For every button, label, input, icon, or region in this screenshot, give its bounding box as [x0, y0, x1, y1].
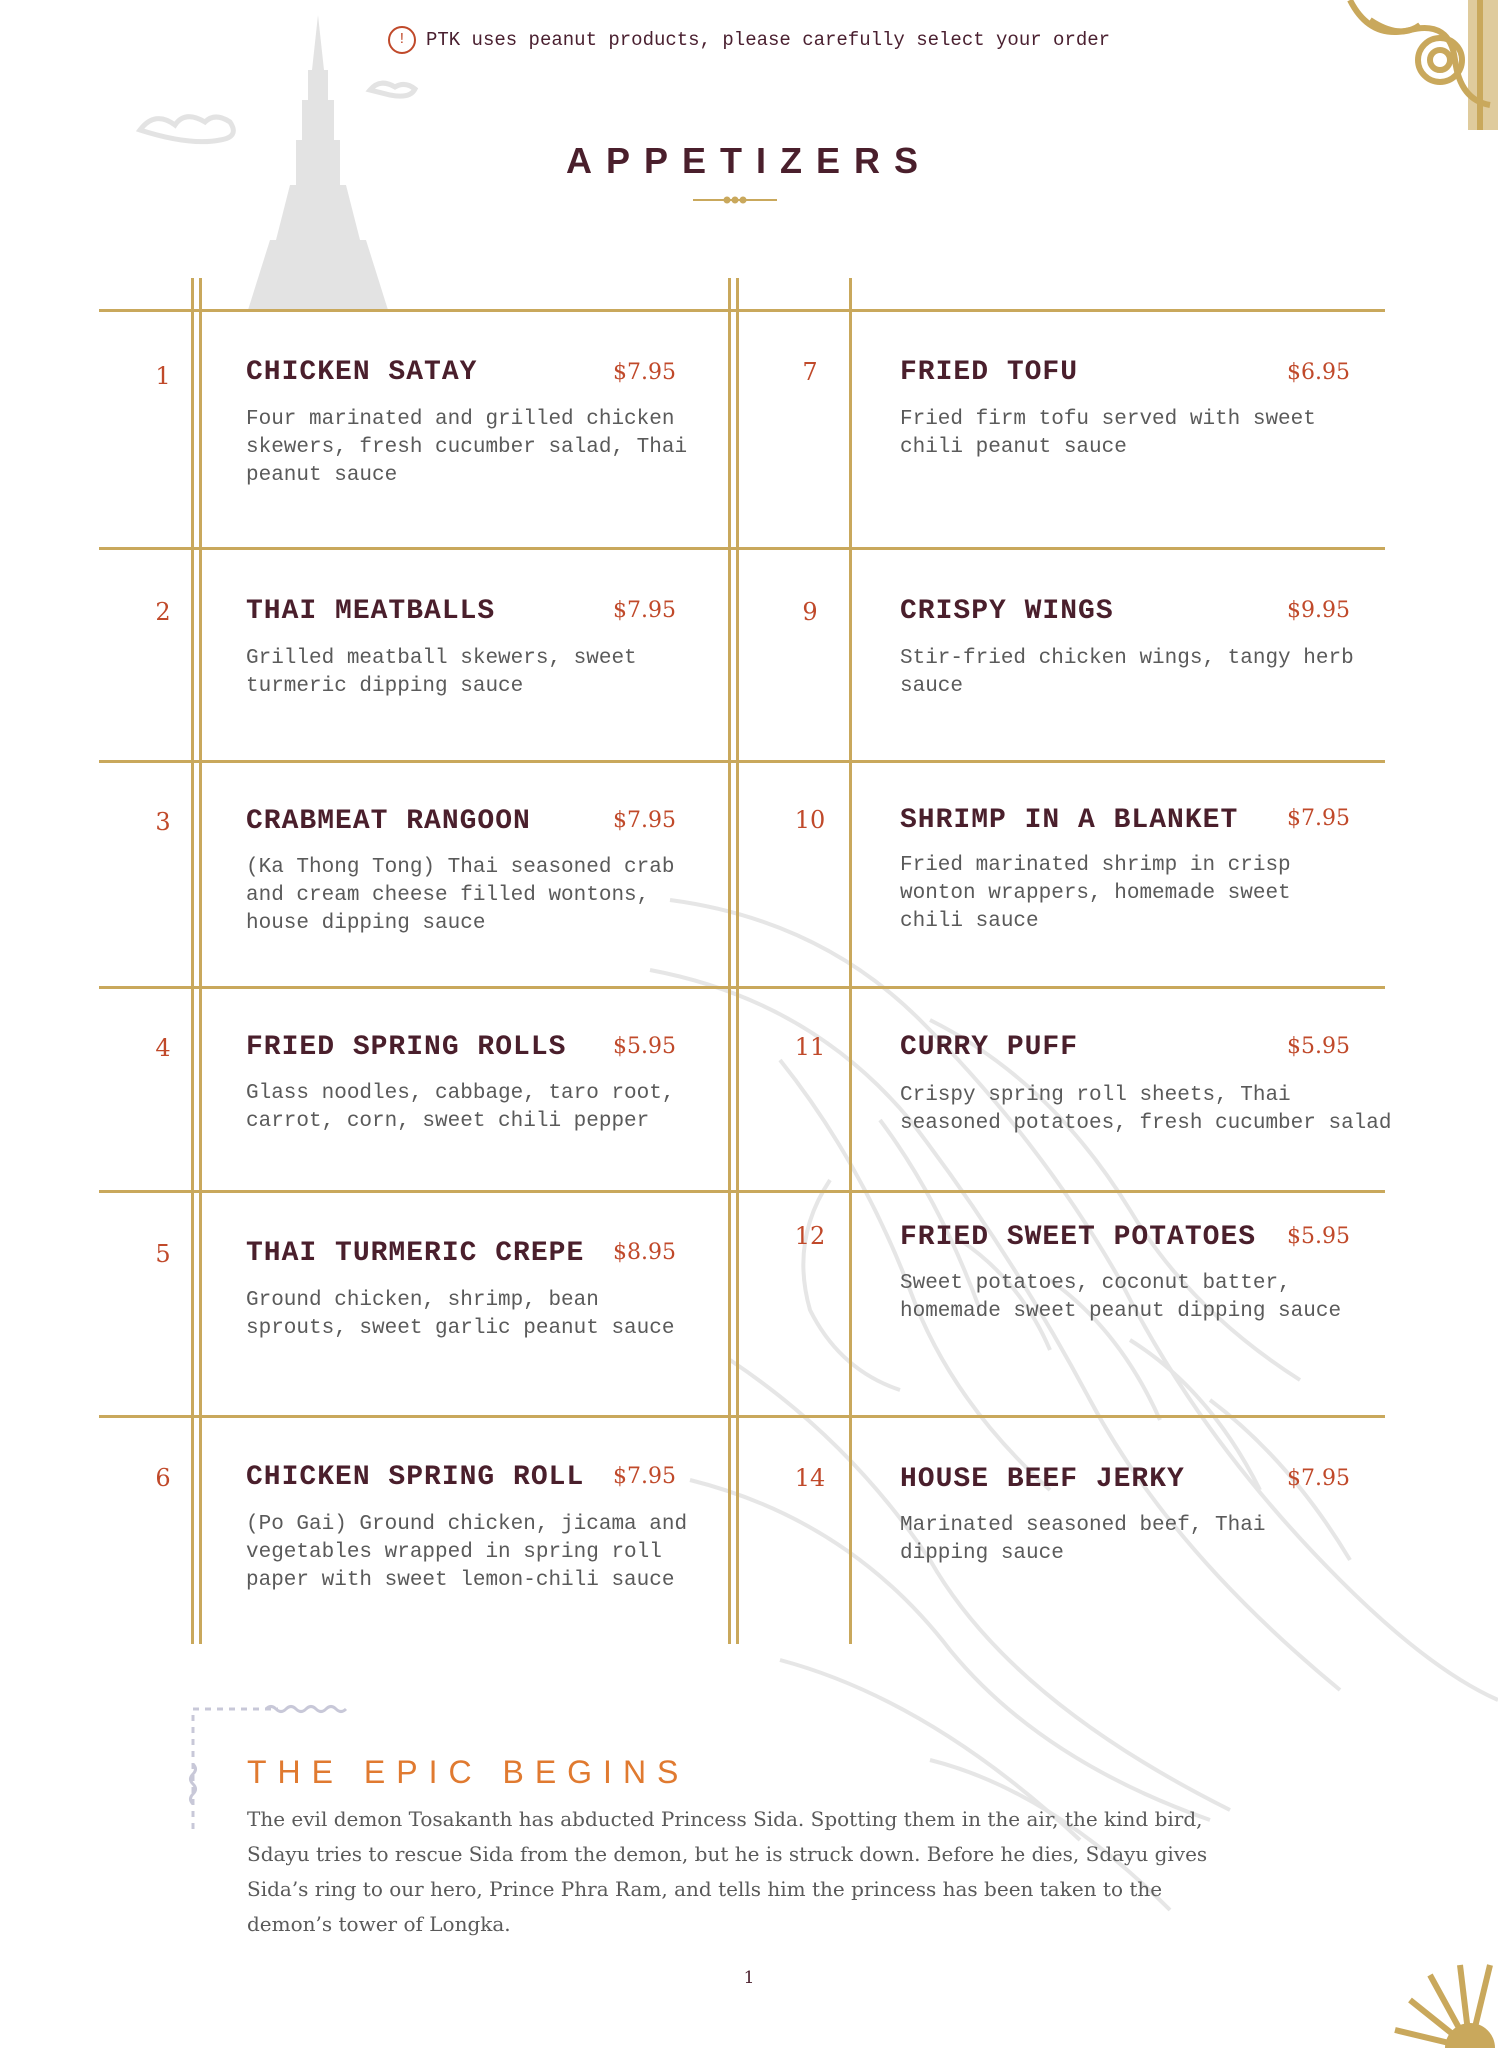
grid-rule — [99, 986, 1385, 989]
item-number: 6 — [155, 1464, 171, 1492]
item-name: CHICKEN SPRING ROLL — [246, 1462, 585, 1493]
item-description: Marinated seasoned beef, Thai dipping sauce — [900, 1514, 1266, 1565]
item-price: $7.95 — [613, 808, 676, 833]
item-description: Fried marinated shrimp in crisp wonton wrappers, homemade sweet chili sauce — [900, 854, 1291, 933]
item-price: $5.95 — [613, 1034, 676, 1059]
item-name: CRABMEAT RANGOON — [246, 806, 531, 837]
item-price: $7.95 — [613, 360, 676, 385]
item-name: THAI TURMERIC CREPE — [246, 1238, 585, 1269]
grid-column-rule — [849, 278, 852, 1644]
item-description: Grilled meatball skewers, sweet turmeric dipping sauce — [246, 647, 637, 698]
grid-rule — [99, 1190, 1385, 1193]
item-price: $8.95 — [613, 1240, 676, 1265]
item-number: 4 — [155, 1034, 171, 1062]
item-description: Glass noodles, cabbage, taro root, carrot, corn, sweet chili pepper — [246, 1082, 675, 1133]
item-name: CHICKEN SATAY — [246, 357, 478, 388]
item-number: 2 — [155, 598, 171, 626]
item-name: FRIED TOFU — [900, 357, 1079, 388]
item-price: $5.95 — [1287, 1034, 1350, 1059]
item-name: HOUSE BEEF JERKY — [900, 1464, 1185, 1495]
grid-rule — [99, 547, 1385, 550]
item-description: Crispy spring roll sheets, Thai seasoned potatoes, fresh cucumber salad — [900, 1084, 1392, 1135]
item-price: $7.95 — [1287, 1466, 1350, 1491]
title-ornament — [693, 196, 777, 204]
corner-ornament-top — [1340, 0, 1498, 140]
grid-rule — [99, 760, 1385, 763]
grid-column-rule — [199, 278, 202, 1644]
epic-body: The evil demon Tosakanth has abducted Princess Sida. Spotting them in the air, the kind bird, Sdayu tries to rescue Sida from the demon, but he is struck down. Before he dies, Sdayu gives Sida’s ring to our hero, Prince Phra Ram, and tells him the princess has been taken to the demon’s tower of Longka. — [247, 1807, 1208, 1936]
item-number: 9 — [802, 598, 818, 626]
item-number: 10 — [794, 806, 826, 834]
item-name: CURRY PUFF — [900, 1032, 1079, 1063]
item-price: $9.95 — [1287, 598, 1350, 623]
item-description: Sweet potatoes, coconut batter, homemade sweet peanut dipping sauce — [900, 1272, 1342, 1323]
item-name: FRIED SWEET POTATOES — [900, 1222, 1257, 1253]
item-number: 3 — [155, 808, 171, 836]
item-number: 12 — [794, 1222, 826, 1250]
grid-rule — [99, 309, 1385, 312]
item-price: $7.95 — [1287, 806, 1350, 831]
item-number: 5 — [155, 1240, 171, 1268]
page-title: APPETIZERS — [565, 140, 933, 181]
item-description: (Ka Thong Tong) Thai seasoned crab and cream cheese filled wontons, house dipping sauce — [246, 856, 675, 935]
item-name: CRISPY WINGS — [900, 596, 1114, 627]
item-name: SHRIMP IN A BLANKET — [900, 805, 1239, 836]
sun-ornament-bottom — [1390, 1950, 1498, 2048]
page-number: 1 — [743, 1968, 755, 1988]
item-price: $7.95 — [613, 1464, 676, 1489]
item-name: FRIED SPRING ROLLS — [246, 1032, 567, 1063]
item-price: $5.95 — [1287, 1224, 1350, 1249]
item-description: (Po Gai) Ground chicken, jicama and vegetables wrapped in spring roll paper with sweet lemon-chili sauce — [246, 1513, 688, 1592]
item-name: THAI MEATBALLS — [246, 596, 496, 627]
item-description: Fried firm tofu served with sweet chili peanut sauce — [900, 408, 1316, 459]
item-description: Stir-fried chicken wings, tangy herb sauce — [900, 647, 1354, 698]
grid-column-rule — [191, 278, 194, 1644]
grid-column-rule — [736, 278, 739, 1644]
grid-rule — [99, 1415, 1385, 1418]
item-price: $6.95 — [1287, 360, 1350, 385]
peanut-notice — [0, 26, 1498, 54]
grid-column-rule — [728, 278, 731, 1644]
item-number: 1 — [155, 362, 171, 390]
item-description: Four marinated and grilled chicken skewers, fresh cucumber salad, Thai peanut sauce — [246, 408, 688, 487]
item-number: 11 — [794, 1033, 826, 1061]
item-number: 7 — [802, 358, 818, 386]
notice-text: PTK uses peanut products, please carefully select your order — [425, 29, 1111, 51]
item-number: 14 — [794, 1464, 826, 1492]
item-description: Ground chicken, shrimp, bean sprouts, sweet garlic peanut sauce — [246, 1289, 675, 1340]
item-price: $7.95 — [613, 598, 676, 623]
epic-title: THE EPIC BEGINS — [247, 1754, 690, 1790]
alert-icon: ! — [388, 26, 416, 54]
